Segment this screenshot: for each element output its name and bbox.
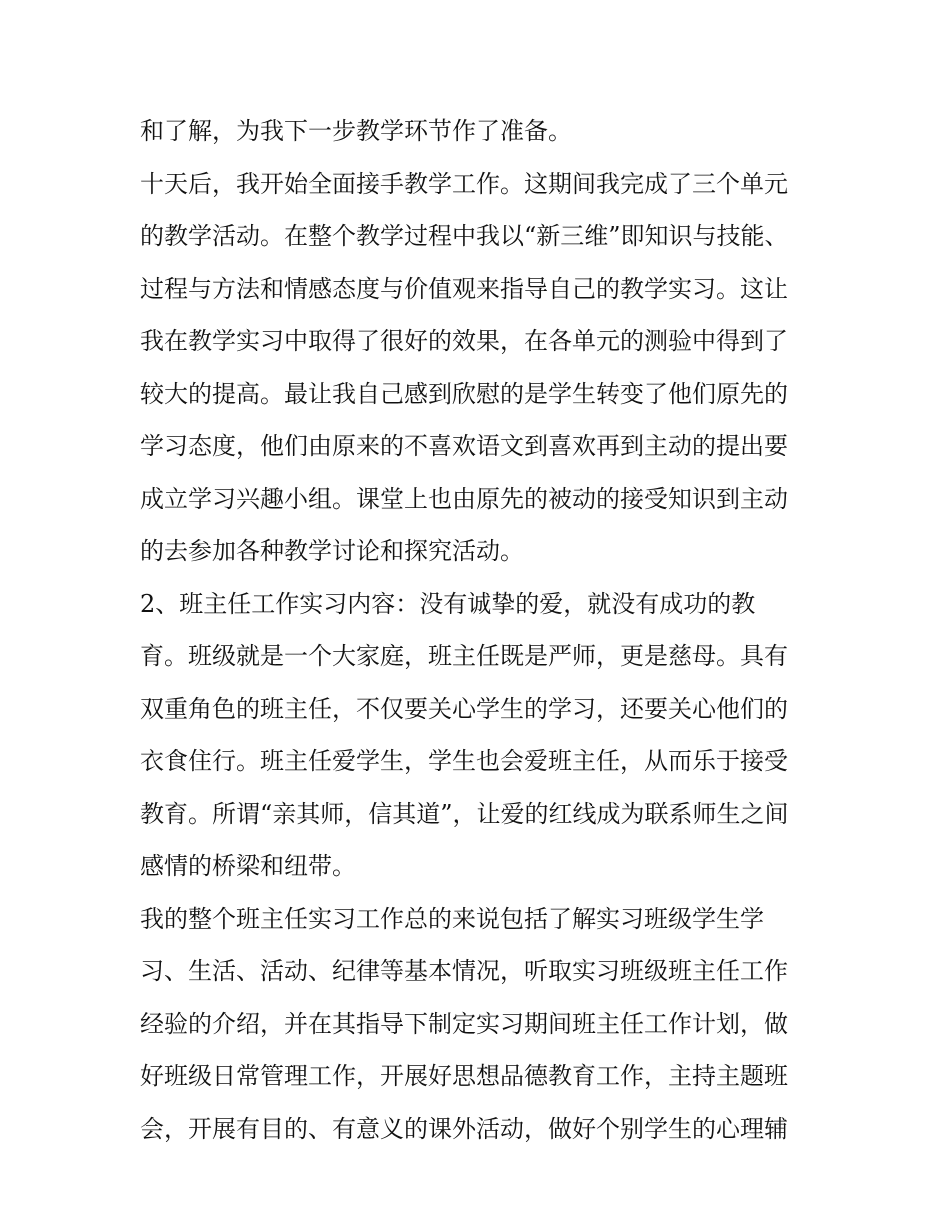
text-line: 衣食住行。班主任爱学生，学生也会爱班主任，从而乐于接受 xyxy=(140,747,788,775)
text-line: 的去参加各种教学讨论和探究活动。 xyxy=(140,537,524,565)
text-line: 好班级日常管理工作，开展好思想品德教育工作，主持主题班 xyxy=(140,1062,788,1090)
text-line: 育。班级就是一个大家庭，班主任既是严师，更是慈母。具有 xyxy=(140,642,788,670)
text-line: 经验的介绍，并在其指导下制定实习期间班主任工作计划，做 xyxy=(140,1009,788,1038)
text-line: 十天后，我开始全面接手教学工作。这期间我完成了三个单元 xyxy=(140,169,788,198)
text-line: 较大的提高。最让我自己感到欣慰的是学生转变了他们原先的 xyxy=(140,379,788,408)
text-line: 习、生活、活动、纪律等基本情况，听取实习班级班主任工作 xyxy=(140,957,788,985)
text-line: 双重角色的班主任，不仅要关心学生的学习，还要关心他们的 xyxy=(140,694,788,723)
text-line: 会，开展有目的、有意义的课外活动，做好个别学生的心理辅 xyxy=(140,1114,788,1143)
body-text xyxy=(140,105,820,1155)
text-line: 过程与方法和情感态度与价值观来指导自己的教学实习。这让 xyxy=(140,274,788,303)
text-line: 我的整个班主任实习工作总的来说包括了解实习班级学生学 xyxy=(140,904,764,933)
text-line: 感情的桥梁和纽带。 xyxy=(140,852,356,880)
text-line: 成立学习兴趣小组。课堂上也由原先的被动的接受知识到主动 xyxy=(140,484,788,513)
text-line: 学习态度，他们由原来的不喜欢语文到喜欢再到主动的提出要 xyxy=(140,432,788,460)
text-line: 教育。所谓“亲其师，信其道”，让爱的红线成为联系师生之间 xyxy=(140,799,789,828)
text-line: 2、班主任工作实习内容：没有诚挚的爱，就没有成功的教 xyxy=(140,589,756,618)
text-line: 和了解，为我下一步教学环节作了准备。 xyxy=(140,117,572,145)
text-line: 我在教学实习中取得了很好的效果，在各单元的测验中得到了 xyxy=(140,327,788,355)
text-line: 的教学活动。在整个教学过程中我以“新三维”即知识与技能、 xyxy=(140,222,789,250)
